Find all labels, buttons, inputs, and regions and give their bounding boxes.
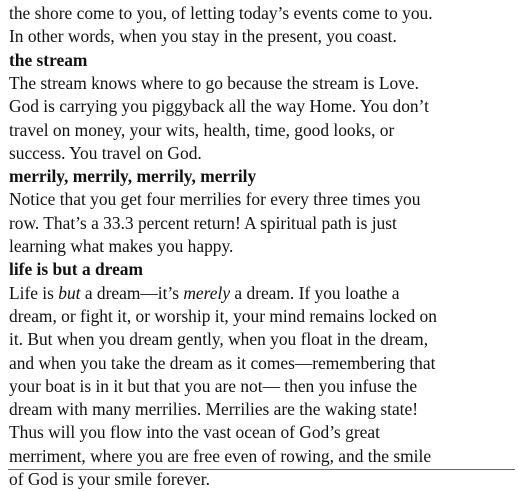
line-text: your boat is in it but that you are not— then you infuse the <box>9 375 418 396</box>
line-text: merrily, merrily, merrily, merrily <box>9 166 257 187</box>
text-line <box>9 397 514 421</box>
text-line <box>9 467 514 491</box>
bottom-rule <box>8 469 515 470</box>
line-text: travel on money, your wits, health, time, good looks, or <box>9 119 395 140</box>
line-text: The stream knows where to go because the stream is Love. <box>9 72 419 93</box>
line-text: Life is <box>9 282 59 303</box>
line-text: life is but a dream <box>9 259 143 280</box>
section-heading <box>9 164 514 188</box>
text-line <box>9 420 514 444</box>
line-text: the stream <box>9 49 88 70</box>
line-text: a dream—it’s <box>80 282 184 303</box>
section-heading <box>9 257 514 281</box>
text-line <box>9 187 514 211</box>
italic-word: merely <box>183 282 231 303</box>
line-text: Thus will you flow into the vast ocean of God’s great <box>9 422 380 443</box>
text-line <box>9 24 514 48</box>
text-line <box>9 374 514 398</box>
text-line <box>9 1 514 25</box>
text-line <box>9 234 514 258</box>
text-line <box>9 141 514 165</box>
line-text: dream, or fight it, or worship it, your mind remains locked on <box>9 305 437 326</box>
text-line <box>9 94 514 118</box>
line-text: success. You travel on God. <box>9 142 202 163</box>
line-text: God is carrying you piggyback all the way Home. You don’t <box>9 96 429 117</box>
text-line <box>9 211 514 235</box>
line-text: dream with many merrilies. Merrilies are the waking state! <box>9 399 419 420</box>
italic-word: but <box>58 282 81 303</box>
text-line <box>9 118 514 142</box>
line-text: the shore come to you, of letting today’s events come to you. <box>9 3 433 23</box>
text-line <box>9 444 514 468</box>
line-text: In other words, when you stay in the present, you coast. <box>9 26 397 47</box>
section-heading <box>9 48 514 72</box>
text-line <box>9 71 514 95</box>
line-text: merriment, where you are free even of rowing, and the smile <box>9 445 432 466</box>
line-text: Notice that you get four merrilies for every three times you <box>9 189 421 210</box>
line-text: it. But when you dream gently, when you float in the dream, <box>9 329 429 350</box>
text-line <box>9 304 514 328</box>
line-text: of God is your smile forever. <box>9 469 210 489</box>
line-text: and when you take the dream as it comes—remembering that <box>9 352 436 373</box>
line-text: a dream. If you loathe a <box>230 282 400 303</box>
line-text: row. That’s a 33.3 percent return! A spiritual path is just <box>9 212 397 233</box>
line-text: learning what makes you happy. <box>9 236 234 256</box>
text-line <box>9 281 514 305</box>
text-line <box>9 327 514 351</box>
text-line <box>9 351 514 375</box>
